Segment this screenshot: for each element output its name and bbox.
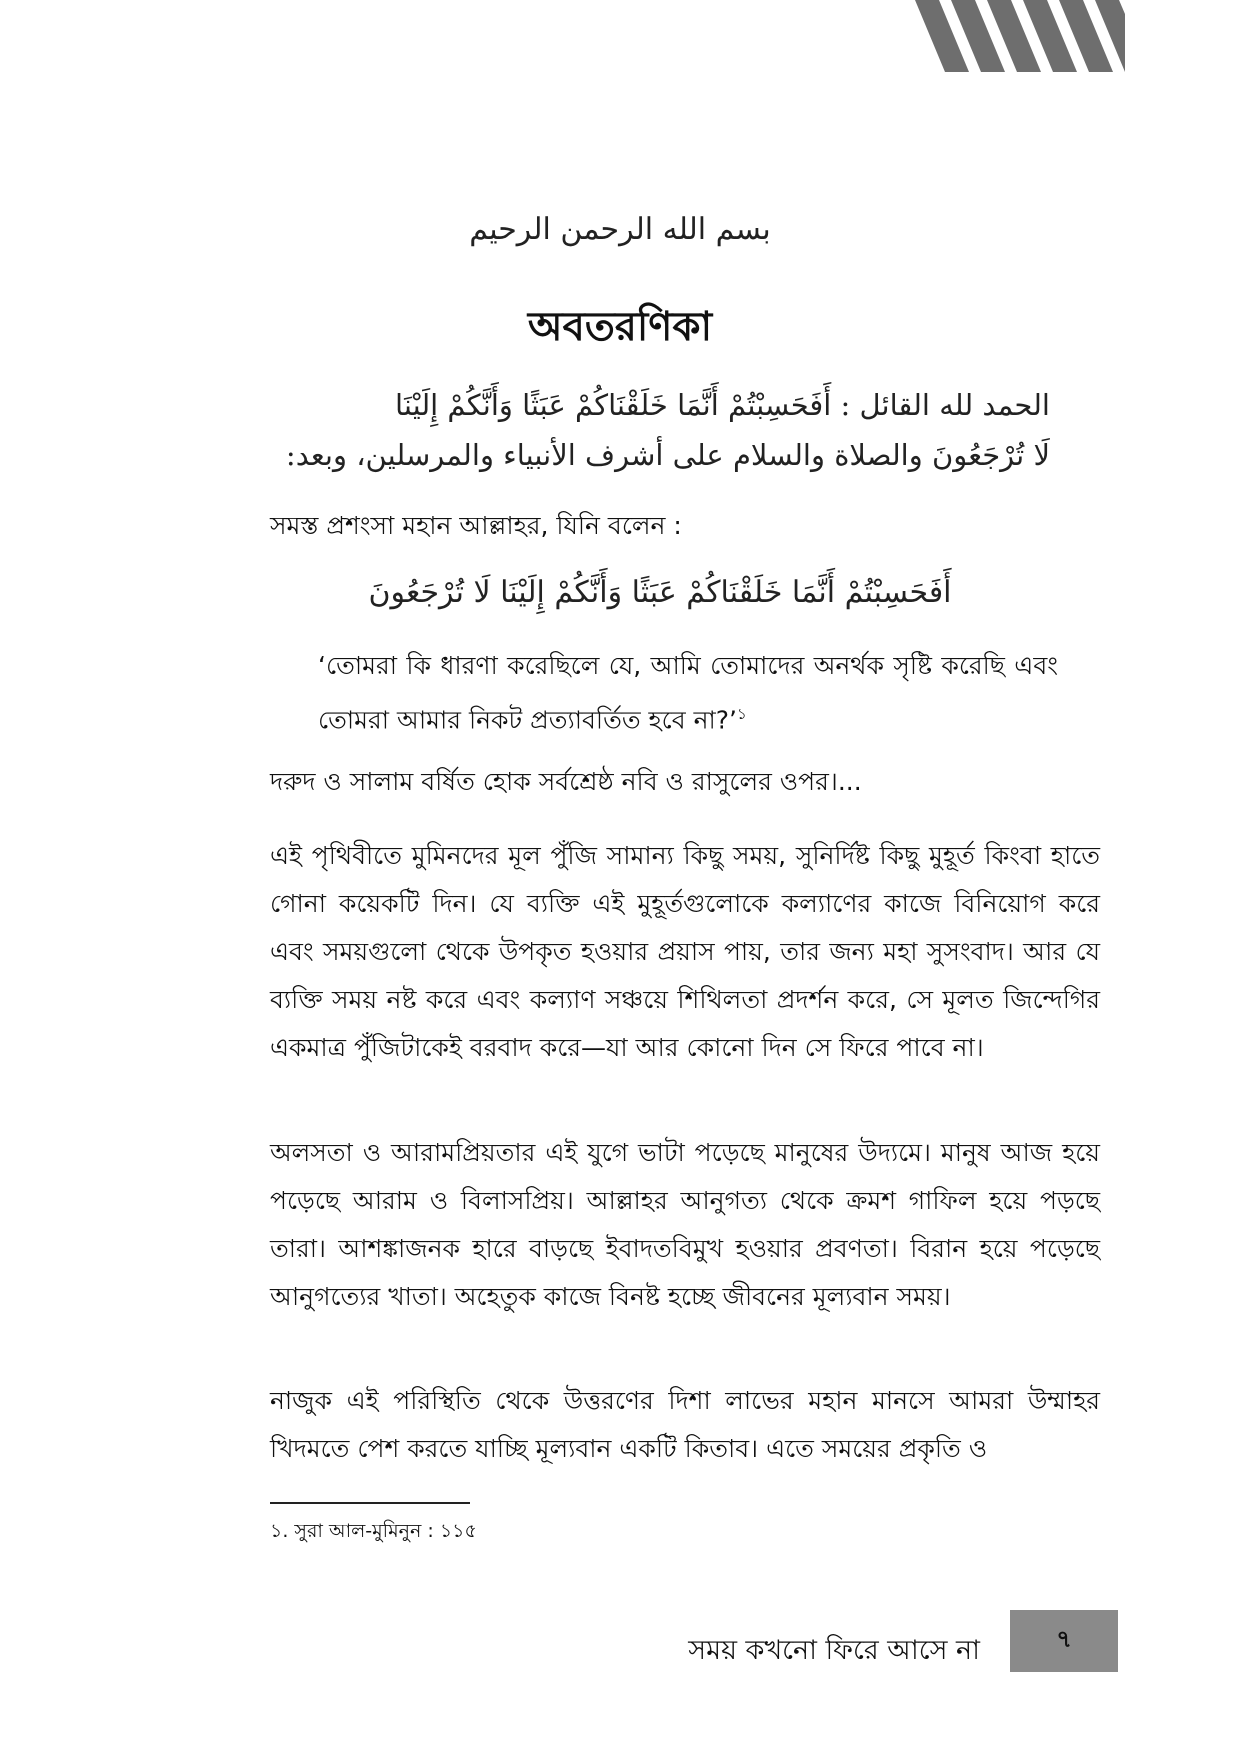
arabic-intro-line-2: لَا تُرْجَعُونَ والصلاة والسلام على أشرف الأنبياء والمرسلين، وبعد: bbox=[285, 438, 1050, 472]
footnote-divider bbox=[270, 1502, 470, 1504]
arabic-introduction bbox=[270, 380, 1050, 480]
footnote: ১. সুরা আল-মুমিনুন : ১১৫ bbox=[270, 1520, 477, 1542]
paragraph-2: অলসতা ও আরামপ্রিয়তার এই যুগে ভাটা পড়েছে মানুষের উদ্যমে। মানুষ আজ হয়ে পড়েছে আরাম ও বিলাসপ্রিয়। আল্লাহর আনুগত্য থেকে ক্রমশ গাফিল হয়ে পড়ছে তারা। আশঙ্কাজনক হারে বাড়ছে ইবাদতবিমুখ হওয়ার প্রবণতা। বিরান হয়ে পড়েছে আনুগত্যের খাতা। অহেতুক কাজে বিনষ্ট হচ্ছে জীবনের মূল্যবান সময়। bbox=[270, 1138, 1100, 1311]
quran-verse: أَفَحَسِبْتُمْ أَنَّمَا خَلَقْنَاكُمْ عَبَثًا وَأَنَّكُمْ إِلَيْنَا لَا تُرْجَعُونَ bbox=[368, 575, 952, 610]
praise-line: সমস্ত প্রশংসা মহান আল্লাহর, যিনি বলেন : bbox=[270, 511, 682, 540]
paragraph-1: এই পৃথিবীতে মুমিনদের মূল পুঁজি সামান্য কিছু সময়, সুনির্দিষ্ট কিছু মুহূর্ত কিংবা হাতে গোনা কয়েকটি দিন। যে ব্যক্তি এই মুহূর্তগুলোকে কল্যাণের কাজে বিনিয়োগ করে এবং সময়গুলো থেকে উপকৃত হওয়ার প্রয়াস পায়, তার জন্য মহা সুসংবাদ। আর যে ব্যক্তি সময় নষ্ট করে এবং কল্যাণ সঞ্চয়ে শিথিলতা প্রদর্শন করে, সে মূলত জিন্দেগির একমাত্র পুঁজিটাকেই বরবাদ করে—যা আর কোনো দিন সে ফিরে পাবে না। bbox=[270, 841, 1100, 1062]
paragraph-3: নাজুক এই পরিস্থিতি থেকে উত্তরণের দিশা লাভের মহান মানসে আমরা উম্মাহর খিদমতে পেশ করতে যাচ্ছি মূল্যবান একটি কিতাব। এতে সময়ের প্রকৃতি ও bbox=[270, 1386, 1100, 1463]
page-number: ৭ bbox=[1010, 1610, 1118, 1672]
decorative-stripes bbox=[915, 0, 1125, 72]
arabic-intro-line-1: الحمد لله القائل : أَفَحَسِبْتُمْ أَنَّمَا خَلَقْنَاكُمْ عَبَثًا وَأَنَّكُمْ إِلَيْنَا bbox=[394, 388, 1050, 422]
durud-line: দরুদ ও সালাম বর্ষিত হোক সর্বশ্রেষ্ঠ নবি ও রাসুলের ওপর।... bbox=[270, 767, 862, 796]
basmala-calligraphy: بسم الله الرحمن الرحيم bbox=[469, 212, 771, 247]
verse-translation bbox=[318, 642, 1058, 744]
translation-text: ‘তোমরা কি ধারণা করেছিলে যে, আমি তোমাদের অনর্থক সৃষ্টি করেছি এবং তোমরা আমার নিকট প্রত্যাবর্তিত হবে না?’ bbox=[318, 651, 1058, 735]
page-title: অবতরণিকা bbox=[527, 304, 713, 350]
footnote-reference: ১ bbox=[736, 705, 747, 723]
running-footer-title: সময় কখনো ফিরে আসে না bbox=[688, 1635, 980, 1666]
